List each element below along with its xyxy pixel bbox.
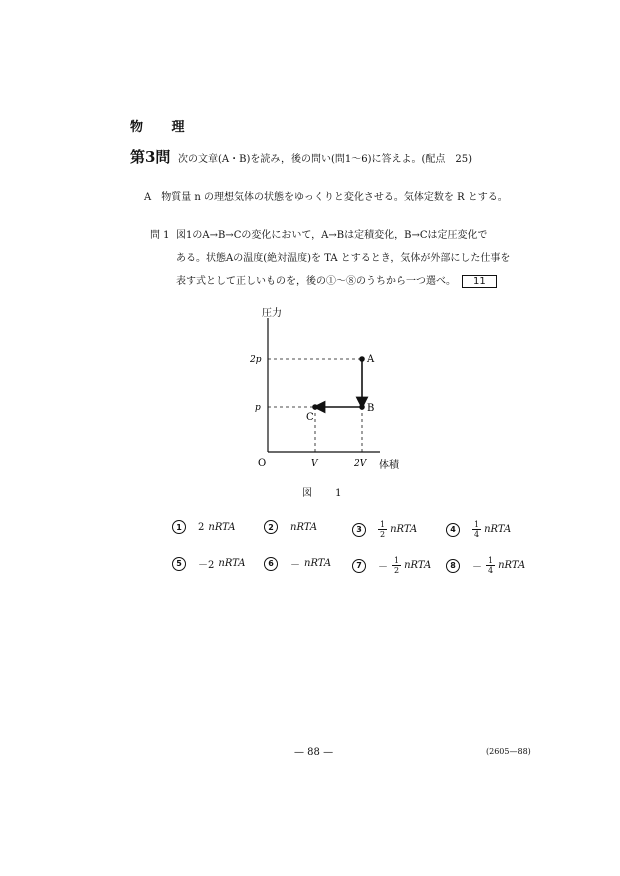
point-c [312,404,318,410]
choice-expression: nRTA [218,558,246,569]
choice-4[interactable] [446,520,511,539]
choice-coefficient: － [378,562,388,573]
choice-number-7: 7 [352,559,366,573]
page-code: (2605—88) [486,747,531,756]
fraction-numerator: 1 [488,556,494,565]
fraction-numerator: 1 [394,556,400,565]
q1-text-line-1: 図1のA→B→Cの変化において，A→Bは定積変化，B→Cは定圧変化で [176,230,488,241]
y-axis-label: 圧力 [262,308,282,319]
choice-fraction [378,520,387,539]
choice-number-2: 2 [264,520,278,534]
choice-fraction [472,520,481,539]
origin-label: O [258,458,267,469]
choice-6[interactable] [264,556,331,571]
y-tick-2p: 2p [250,355,262,365]
choice-fraction [392,556,401,575]
x-axis-label: 体積 [379,460,399,471]
figure-caption: 図 1 [302,488,352,499]
fraction-denominator: 2 [380,530,386,539]
choice-number-1: 1 [172,520,186,534]
fraction-denominator: 2 [394,566,400,575]
page-number: — 88 — [294,747,334,758]
point-a-label: A [367,354,375,365]
fraction-numerator: 1 [474,520,480,529]
point-b-label: B [367,403,375,414]
choice-coefficient: － [472,562,482,573]
question-intro: 次の文章(A・B)を読み，後の問い(問1～6)に答えよ。(配点 25) [178,154,473,165]
choice-number-4: 4 [446,523,460,537]
point-a [359,356,365,362]
choice-2[interactable] [264,520,317,534]
q1-text-line-3-text: 表す式として正しいものを，後の①～⑧のうちから一つ選べ。 [176,276,456,287]
point-c-label: C [306,412,314,423]
q1-label: 問 1 [150,230,170,241]
choice-8[interactable] [446,556,525,575]
part-a-statement: A 物質量 n の理想気体の状態をゆっくりと変化させる。気体定数を R とする。 [144,192,508,203]
question-number: 第3問 [130,148,171,166]
choice-expression: nRTA [404,560,432,571]
subject-title: 物 理 [130,120,197,135]
q1-text-line-2: ある。状態Aの温度(絶対温度)を TA とするとき，気体が外部にした仕事を [176,253,511,264]
x-tick-v: V [311,459,318,469]
choice-number-5: 5 [172,557,186,571]
choice-number-6: 6 [264,557,278,571]
fraction-numerator: 1 [380,520,386,529]
choice-5[interactable] [172,556,246,571]
point-b [359,404,365,410]
choice-number-3: 3 [352,523,366,537]
x-tick-2v: 2V [354,459,367,469]
choice-fraction [486,556,495,575]
choice-7[interactable] [352,556,431,575]
y-tick-p: p [255,403,261,413]
choice-expression: nRTA [484,524,512,535]
choice-expression: nRTA [498,560,526,571]
answer-box[interactable]: 11 [462,275,497,288]
choice-expression: nRTA [208,521,236,533]
choice-3[interactable] [352,520,417,539]
choice-expression: nRTA [290,521,318,533]
choice-coefficient: －2 [198,560,215,571]
choice-expression: nRTA [304,558,332,569]
choice-1[interactable] [172,520,236,534]
choice-number-8: 8 [446,559,460,573]
choice-expression: nRTA [390,524,418,535]
fraction-denominator: 4 [474,530,480,539]
choice-coefficient: 2 [198,521,205,533]
fraction-denominator: 4 [488,566,494,575]
choice-coefficient: － [290,560,300,571]
